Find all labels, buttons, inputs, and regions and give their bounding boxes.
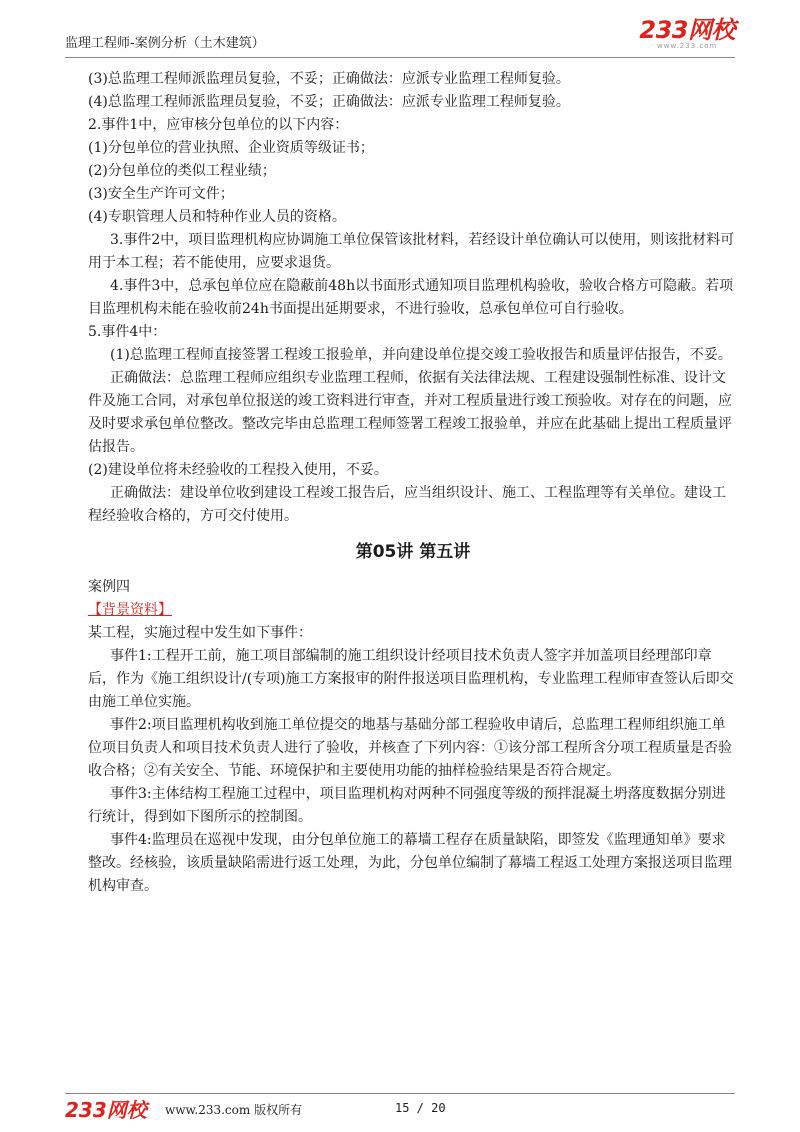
answer-paragraph: (1)总监理工程师直接签署工程竣工报验单，并向建设单位提交竣工验收报告和质量评估报告，不妥。	[110, 347, 732, 363]
case-paragraph: 事件4:监理员在巡视中发现，由分包单位施工的幕墙工程存在质量缺陷，即签发《监理通知单》要求整改。经核验，该质量缺陷需进行返工处理，为此，分包单位编制了幕墙工程返工处理方案报送项目监理机构审查。	[88, 832, 732, 894]
background-tag-text: 【背景资料】	[88, 602, 172, 618]
answer-item: 2.事件1中，应审核分包单位的以下内容：	[88, 117, 349, 133]
answer-paragraph: 正确做法：建设单位收到建设工程竣工报告后，应当组织设计、施工、工程监理等有关单位。建设工程经验收合格的，方可交付使用。	[88, 485, 726, 524]
page-number: 15 / 20	[395, 1101, 446, 1115]
footer-divider	[65, 1093, 735, 1094]
background-tag	[88, 599, 738, 622]
page-footer	[65, 1098, 735, 1126]
answer-item: (4)总监理工程师派监理员复验，不妥；正确做法：应派专业监理工程师复验。	[88, 94, 570, 110]
case-paragraph: 事件3:主体结构工程施工过程中，项目监理机构对两种不同强度等级的预拌混凝土坍落度数据分别进行统计，得到如下图所示的控制图。	[88, 786, 726, 825]
answer-item: (1)分包单位的营业执照、企业资质等级证书；	[88, 140, 374, 156]
answer-item: (3)安全生产许可文件；	[88, 186, 234, 202]
header-divider	[65, 57, 735, 58]
answer-item: 5.事件4中：	[88, 324, 167, 340]
logo-text: 233网校	[639, 16, 735, 44]
answer-item: (2)分包单位的类似工程业绩；	[88, 163, 276, 179]
answer-item: (4)专职管理人员和特种作业人员的资格。	[88, 209, 346, 225]
answer-item: (3)总监理工程师派监理员复验，不妥；正确做法：应派专业监理工程师复验。	[88, 71, 570, 87]
answer-paragraph: 3.事件2中，项目监理机构应协调施工单位保管该批材料，若经设计单位确认可以使用，则该批材料可用于本工程；若不能使用，应要求退货。	[88, 232, 735, 271]
answer-item: (2)建设单位将未经验收的工程投入使用，不妥。	[88, 462, 388, 478]
page-content	[88, 68, 738, 898]
answer-paragraph: 4.事件3中，总承包单位应在隐蔽前48h以书面形式通知项目监理机构验收，验收合格方可隐蔽。若项目监理机构未能在验收前24h书面提出延期要求，不进行验收，总承包单位可自行验收。	[88, 278, 734, 317]
document-title: 监理工程师-案例分析（土木建筑）	[65, 36, 265, 51]
case-paragraph: 某工程，实施过程中发生如下事件：	[88, 625, 312, 641]
lecture-heading: 第05讲 第五讲	[355, 542, 471, 562]
footer-logo: 233网校	[65, 1098, 147, 1122]
case-paragraph: 事件2:项目监理机构收到施工单位提交的地基与基础分部工程验收申请后，总监理工程师组织施工单位项目负责人和项目技术负责人进行了验收，并核查了下列内容：①该分部工程所含分项工程质量是否验收合格；②有关安全、节能、环境保护和主要使用功能的抽样检验结果是否符合规定。	[88, 717, 732, 779]
page-header	[65, 18, 735, 56]
footer-copyright: www.233.com 版权所有	[165, 1103, 303, 1117]
answer-paragraph: 正确做法：总监理工程师应组织专业监理工程师，依据有关法律法规、工程建设强制性标准、设计文件及施工合同，对承包单位报送的竣工资料进行审查，并对工程质量进行竣工预验收。对存在的问题，应及时要求承包单位整改。整改完毕由总监理工程师签署工程竣工报验单，并应在此基础上提出工程质量评估报告。	[88, 370, 732, 455]
logo-url: www.233.com	[657, 42, 718, 50]
case-paragraph: 事件1:工程开工前，施工项目部编制的施工组织设计经项目技术负责人签字并加盖项目经理部印章后，作为《施工组织设计/(专项)施工方案报审的附件报送项目监理机构，专业监理工程师审查签认后即交由施工单位实施。	[88, 648, 734, 710]
case-label: 案例四	[88, 579, 130, 595]
brand-logo	[639, 18, 735, 50]
